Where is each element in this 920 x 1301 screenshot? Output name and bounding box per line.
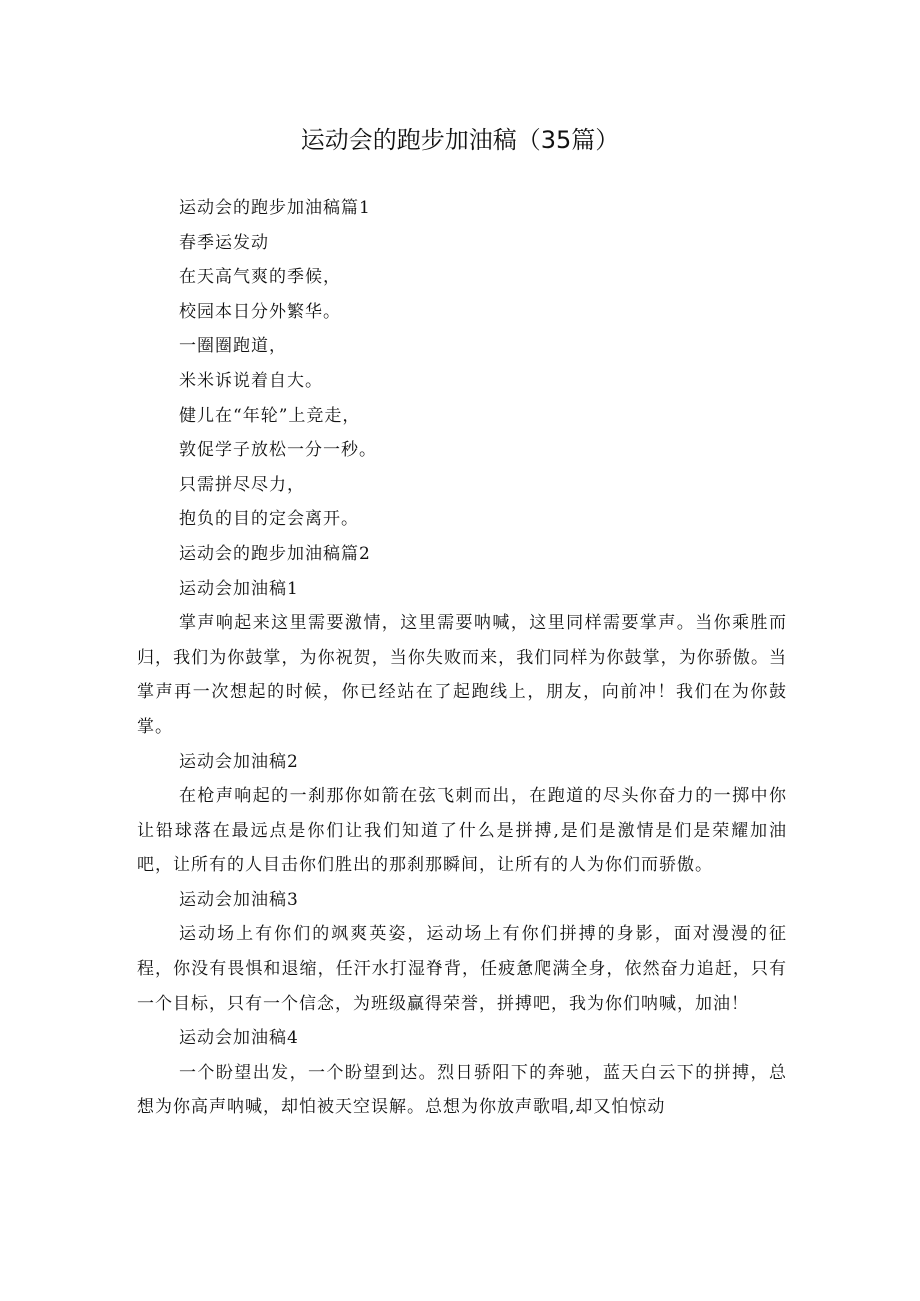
document-body: [137, 191, 787, 1125]
poem-line: 在天高气爽的季候，: [179, 267, 341, 288]
paragraph-4: 一个盼望出发，一个盼望到达。烈日骄阳下的奔驰，蓝天白云下的拼搏，总想为你高声呐喊，却怕被天空误解。总想为你放声歌唱,却又怕惊动: [137, 1062, 787, 1118]
sub-heading-2: 运动会加油稿2: [179, 751, 299, 772]
poem-line: 一圈圈跑道，: [179, 336, 287, 357]
paragraph-3: 运动场上有你们的飒爽英姿，运动场上有你们拼搏的身影，面对漫漫的征程，你没有畏惧和退缩，任汗水打湿脊背，任疲惫爬满全身，依然奋力追赶，只有一个目标，只有一个信念，为班级赢得荣誉，拼搏吧，我为你们呐喊，加油！: [137, 924, 787, 1014]
section-heading-1: 运动会的跑步加油稿篇1: [179, 198, 371, 218]
section-heading-2: 运动会的跑步加油稿篇2: [179, 543, 371, 564]
document-title: 运动会的跑步加油稿（35篇）: [300, 126, 620, 154]
poem-line: 米米诉说着自大。: [179, 370, 323, 391]
sub-heading-1: 运动会加油稿1: [179, 578, 299, 599]
sub-heading-4: 运动会加油稿4: [179, 1028, 299, 1049]
poem-title: 春季运发动: [179, 232, 269, 253]
poem-line: 只需拼尽尽力，: [179, 474, 305, 495]
poem-line: 校园本日分外繁华。: [179, 301, 341, 322]
poem-line: 抱负的目的定会离开。: [179, 509, 359, 530]
sub-heading-3: 运动会加油稿3: [179, 889, 299, 910]
paragraph-1: 掌声响起来这里需要激情，这里需要呐喊，这里同样需要掌声。当你乘胜而归，我们为你鼓掌，为你祝贺，当你失败而来，我们同样为你鼓掌，为你骄傲。当掌声再一次想起的时候，你已经站在了起跑线上，朋友，向前冲！我们在为你鼓掌。: [137, 613, 787, 737]
poem-line: 敦促学子放松一分一秒。: [179, 440, 377, 461]
paragraph-2: 在枪声响起的一刹那你如箭在弦飞刺而出，在跑道的尽头你奋力的一掷中你让铅球落在最远点是你们让我们知道了什么是拼搏,是们是激情是们是荣耀加油吧，让所有的人目击你们胜出的那刹那瞬间，让所有的人为你们而骄傲。: [137, 786, 787, 876]
poem-line: 健儿在“年轮”上竞走，: [179, 405, 361, 426]
